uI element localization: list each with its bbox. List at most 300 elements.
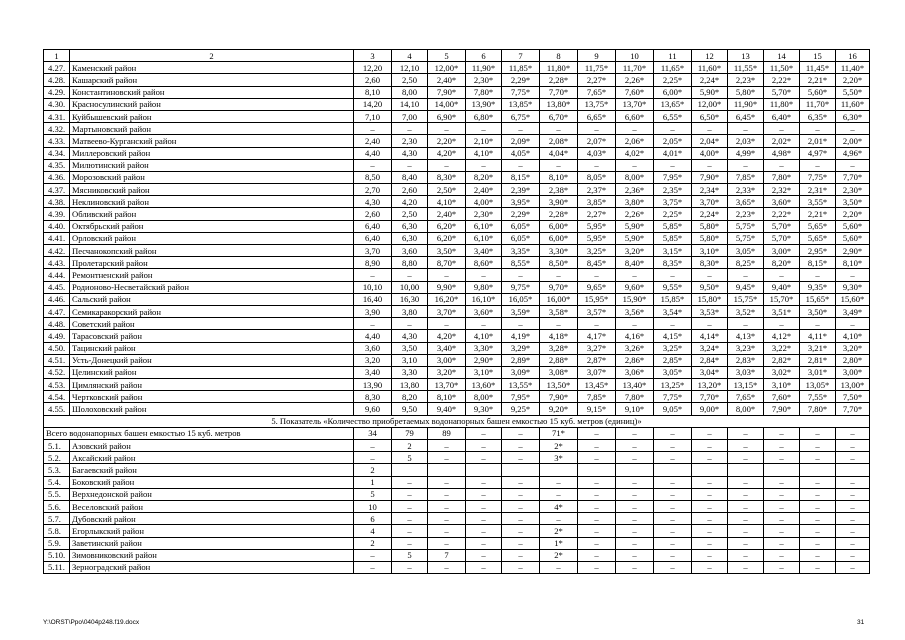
row-number: 4.29. <box>44 86 70 98</box>
value-cell: – <box>728 123 764 135</box>
value-cell: 3,60 <box>392 245 428 257</box>
value-cell: – <box>692 452 728 464</box>
value-cell: – <box>428 159 466 171</box>
value-cell: 2,60 <box>354 208 392 220</box>
row-number: 4.34. <box>44 147 70 159</box>
value-cell: 5,85* <box>654 220 692 232</box>
value-cell: 2,87* <box>578 354 616 366</box>
value-cell: 2,05* <box>654 135 692 147</box>
value-cell: – <box>728 513 764 525</box>
table-row <box>44 305 870 317</box>
value-cell: 3,20* <box>616 245 654 257</box>
value-cell: 9,15* <box>578 403 616 415</box>
value-cell: – <box>428 476 466 488</box>
district-name: Ремонтненский район <box>70 269 354 281</box>
section-heading: 5. Показатель «Количество приобретаемых водонапорных башен емкостью 15 куб. метров (единиц)» <box>44 415 870 427</box>
table-row <box>44 293 870 305</box>
value-cell: 8,80 <box>392 257 428 269</box>
value-cell: – <box>800 513 836 525</box>
value-cell: 11,60* <box>692 62 728 74</box>
value-cell: 8,30* <box>428 171 466 183</box>
value-cell: 16,05* <box>502 293 540 305</box>
value-cell: 2,28* <box>540 208 578 220</box>
table-row <box>44 257 870 269</box>
value-cell: 6,80* <box>466 110 502 122</box>
row-number: 5.2. <box>44 452 70 464</box>
value-cell: 8,20* <box>466 171 502 183</box>
value-cell: – <box>800 476 836 488</box>
value-cell: 3,40* <box>428 342 466 354</box>
value-cell: 2,70 <box>354 184 392 196</box>
value-cell: – <box>764 500 800 512</box>
value-cell: – <box>466 269 502 281</box>
value-cell: 2,03* <box>728 135 764 147</box>
value-cell: 4,97* <box>800 147 836 159</box>
value-cell: 9,60 <box>354 403 392 415</box>
value-cell: 3,23* <box>728 342 764 354</box>
table-row <box>44 269 870 281</box>
district-name: Красносулинский район <box>70 98 354 110</box>
value-cell: 9,55* <box>654 281 692 293</box>
value-cell: 9,20* <box>540 403 578 415</box>
table-row <box>44 62 870 74</box>
district-name: Тацинский район <box>70 342 354 354</box>
value-cell: 7,70* <box>836 171 870 183</box>
value-cell: – <box>836 427 870 439</box>
row-number: 5.5. <box>44 488 70 500</box>
value-cell: – <box>428 561 466 573</box>
value-cell: 2,21* <box>800 74 836 86</box>
value-cell: – <box>728 440 764 452</box>
value-cell: – <box>692 513 728 525</box>
value-cell: – <box>540 513 578 525</box>
value-cell: 10 <box>354 500 392 512</box>
value-cell: 2,00* <box>836 135 870 147</box>
value-cell: – <box>654 549 692 561</box>
value-cell: – <box>578 440 616 452</box>
value-cell: – <box>800 123 836 135</box>
value-cell: – <box>502 123 540 135</box>
row-number: 4.52. <box>44 366 70 378</box>
value-cell: 5,70* <box>764 232 800 244</box>
value-cell: 3,52* <box>728 305 764 317</box>
value-cell: 7 <box>428 549 466 561</box>
value-cell: 6,65* <box>578 110 616 122</box>
header-cell: 14 <box>764 50 800 62</box>
header-cell: 10 <box>616 50 654 62</box>
value-cell: – <box>692 525 728 537</box>
value-cell: – <box>692 318 728 330</box>
value-cell: – <box>692 440 728 452</box>
value-cell: – <box>392 561 428 573</box>
value-cell: 8,10 <box>354 86 392 98</box>
value-cell: – <box>836 159 870 171</box>
value-cell: 4,96* <box>836 147 870 159</box>
value-cell: 2,31* <box>800 184 836 196</box>
value-cell <box>728 464 764 476</box>
value-cell: 6,00* <box>540 232 578 244</box>
value-cell: 4,03* <box>578 147 616 159</box>
value-cell: – <box>836 549 870 561</box>
value-cell: 2,28* <box>540 74 578 86</box>
value-cell: 3,50* <box>428 245 466 257</box>
value-cell: 2,27* <box>578 74 616 86</box>
value-cell: – <box>578 452 616 464</box>
value-cell: 4 <box>354 525 392 537</box>
value-cell: 2,22* <box>764 74 800 86</box>
value-cell: 2,24* <box>692 208 728 220</box>
value-cell: 9,00* <box>692 403 728 415</box>
district-name: Кашарский район <box>70 74 354 86</box>
district-name: Песчанокопский район <box>70 245 354 257</box>
value-cell: 1* <box>540 537 578 549</box>
value-cell: 6,40* <box>764 110 800 122</box>
district-name: Каменский район <box>70 62 354 74</box>
value-cell: 9,05* <box>654 403 692 415</box>
value-cell: 9,90* <box>428 281 466 293</box>
value-cell: 8,10* <box>836 257 870 269</box>
value-cell: 8,25* <box>728 257 764 269</box>
value-cell: 9,45* <box>728 281 764 293</box>
value-cell: 2,06* <box>616 135 654 147</box>
value-cell: 15,80* <box>692 293 728 305</box>
total-row <box>44 427 870 439</box>
value-cell: – <box>616 537 654 549</box>
value-cell: 3,35* <box>502 245 540 257</box>
value-cell: 8,15* <box>800 257 836 269</box>
district-name: Орловский район <box>70 232 354 244</box>
value-cell: 8,40 <box>392 171 428 183</box>
value-cell: 2* <box>540 549 578 561</box>
value-cell: – <box>502 269 540 281</box>
value-cell: 6,05* <box>502 232 540 244</box>
value-cell: 3,07* <box>578 366 616 378</box>
value-cell: – <box>836 440 870 452</box>
value-cell: – <box>836 269 870 281</box>
value-cell: 5 <box>354 488 392 500</box>
value-cell: 2 <box>354 464 392 476</box>
value-cell: 4,20 <box>392 196 428 208</box>
value-cell: 9,65* <box>578 281 616 293</box>
value-cell: – <box>836 561 870 573</box>
value-cell: 15,60* <box>836 293 870 305</box>
value-cell: – <box>466 427 502 439</box>
value-cell: – <box>502 525 540 537</box>
value-cell: – <box>728 159 764 171</box>
value-cell: – <box>764 537 800 549</box>
value-cell: 3,10 <box>392 354 428 366</box>
value-cell: – <box>654 318 692 330</box>
row-number: 4.42. <box>44 245 70 257</box>
value-cell: 8,40* <box>616 257 654 269</box>
value-cell: – <box>800 269 836 281</box>
value-cell: 3,70* <box>428 305 466 317</box>
row-number: 4.28. <box>44 74 70 86</box>
value-cell: – <box>540 123 578 135</box>
value-cell: – <box>616 488 654 500</box>
value-cell: 11,75* <box>578 62 616 74</box>
value-cell <box>578 464 616 476</box>
value-cell: – <box>502 488 540 500</box>
value-cell: 9,35* <box>800 281 836 293</box>
value-cell: – <box>354 549 392 561</box>
value-cell: 8,55* <box>502 257 540 269</box>
value-cell: 2,81* <box>800 354 836 366</box>
value-cell: 3,50* <box>800 305 836 317</box>
value-cell: – <box>836 452 870 464</box>
value-cell: 8,90 <box>354 257 392 269</box>
value-cell: 7,75* <box>654 391 692 403</box>
value-cell: 4,10* <box>466 147 502 159</box>
value-cell: 4,10* <box>836 330 870 342</box>
value-cell: 6,30* <box>836 110 870 122</box>
value-cell: 8,05* <box>578 171 616 183</box>
value-cell: 2,40 <box>354 135 392 147</box>
value-cell: 2,32* <box>764 184 800 196</box>
table-row <box>44 123 870 135</box>
table-row <box>44 196 870 208</box>
header-cell: 9 <box>578 50 616 62</box>
value-cell: 4,19* <box>502 330 540 342</box>
value-cell: – <box>800 452 836 464</box>
district-name: Сальский район <box>70 293 354 305</box>
value-cell: 2,83* <box>728 354 764 366</box>
value-cell: – <box>728 500 764 512</box>
value-cell: 8,00* <box>616 171 654 183</box>
district-name: Зимовниковский район <box>70 549 354 561</box>
value-cell: 2,82* <box>764 354 800 366</box>
district-name: Азовский район <box>70 440 354 452</box>
value-cell: 9,50* <box>692 281 728 293</box>
value-cell: – <box>692 549 728 561</box>
value-cell: 13,05* <box>800 379 836 391</box>
header-row <box>44 50 870 62</box>
value-cell: 8,10* <box>540 171 578 183</box>
value-cell: – <box>354 159 392 171</box>
value-cell: – <box>692 476 728 488</box>
value-cell: 3,01* <box>800 366 836 378</box>
value-cell: – <box>692 159 728 171</box>
value-cell: 2,80* <box>836 354 870 366</box>
value-cell: – <box>654 159 692 171</box>
value-cell: – <box>654 537 692 549</box>
value-cell: 3,00* <box>836 366 870 378</box>
row-number: 4.36. <box>44 171 70 183</box>
value-cell: – <box>428 500 466 512</box>
value-cell: 3,49* <box>836 305 870 317</box>
value-cell: – <box>578 476 616 488</box>
header-cell: 13 <box>728 50 764 62</box>
value-cell: 7,60* <box>764 391 800 403</box>
row-number: 4.39. <box>44 208 70 220</box>
value-cell: 5,60* <box>800 86 836 98</box>
value-cell: 3,26* <box>616 342 654 354</box>
table-row <box>44 86 870 98</box>
district-name: Егорлыкский район <box>70 525 354 537</box>
table-row <box>44 452 870 464</box>
value-cell: 3,29* <box>502 342 540 354</box>
value-cell: 13,75* <box>578 98 616 110</box>
value-cell: 8,10* <box>428 391 466 403</box>
value-cell: – <box>800 525 836 537</box>
row-number: 4.50. <box>44 342 70 354</box>
value-cell: – <box>502 476 540 488</box>
value-cell: – <box>836 318 870 330</box>
table-row <box>44 245 870 257</box>
district-name: Неклиновский район <box>70 196 354 208</box>
value-cell: 2,25* <box>654 208 692 220</box>
value-cell: 5,85* <box>654 232 692 244</box>
value-cell: 7,70* <box>836 403 870 415</box>
row-number: 5.10. <box>44 549 70 561</box>
value-cell: 3,20 <box>354 354 392 366</box>
value-cell: 7,65* <box>728 391 764 403</box>
value-cell: – <box>354 561 392 573</box>
value-cell: 5,60* <box>836 232 870 244</box>
value-cell: 11,90* <box>466 62 502 74</box>
value-cell: 8,00* <box>466 391 502 403</box>
value-cell: 8,30* <box>692 257 728 269</box>
value-cell: 6,10* <box>466 220 502 232</box>
value-cell: 34 <box>354 427 392 439</box>
table-body <box>44 50 870 574</box>
value-cell: 4,98* <box>764 147 800 159</box>
value-cell: 3,95* <box>502 196 540 208</box>
row-number: 4.35. <box>44 159 70 171</box>
value-cell: 4,00* <box>692 147 728 159</box>
value-cell: 2,35* <box>654 184 692 196</box>
value-cell: – <box>502 561 540 573</box>
value-cell: 2,85* <box>654 354 692 366</box>
table-row <box>44 98 870 110</box>
value-cell: 2,21* <box>800 208 836 220</box>
value-cell: 3,10* <box>692 245 728 257</box>
value-cell: 5,75* <box>728 232 764 244</box>
row-number: 4.48. <box>44 318 70 330</box>
value-cell: – <box>616 513 654 525</box>
value-cell: – <box>692 488 728 500</box>
value-cell: 7,90* <box>764 403 800 415</box>
value-cell: 3,70 <box>354 245 392 257</box>
value-cell: 2,30* <box>466 208 502 220</box>
value-cell: 3,25* <box>578 245 616 257</box>
header-cell: 1 <box>44 50 70 62</box>
value-cell: 3,60 <box>354 342 392 354</box>
value-cell: – <box>654 427 692 439</box>
value-cell: 4,14* <box>692 330 728 342</box>
value-cell: 11,70* <box>800 98 836 110</box>
value-cell: 3,10* <box>764 379 800 391</box>
value-cell: 4,20* <box>428 330 466 342</box>
value-cell: – <box>728 476 764 488</box>
value-cell: – <box>800 159 836 171</box>
district-name: Тарасовский район <box>70 330 354 342</box>
value-cell: 5,80* <box>692 232 728 244</box>
value-cell: 2,90* <box>836 245 870 257</box>
value-cell: – <box>466 123 502 135</box>
value-cell: 2,25* <box>654 74 692 86</box>
district-name: Заветинский район <box>70 537 354 549</box>
value-cell: 5,60* <box>836 220 870 232</box>
value-cell: 3,80 <box>392 305 428 317</box>
value-cell: – <box>800 427 836 439</box>
value-cell: 2,86* <box>616 354 654 366</box>
value-cell: 5 <box>392 549 428 561</box>
value-cell: 3,09* <box>502 366 540 378</box>
value-cell: 9,30* <box>836 281 870 293</box>
table-row <box>44 403 870 415</box>
value-cell: 3,57* <box>578 305 616 317</box>
district-name: Мартыновский район <box>70 123 354 135</box>
value-cell: – <box>578 488 616 500</box>
value-cell: 3,53* <box>692 305 728 317</box>
value-cell: 5,90* <box>616 220 654 232</box>
value-cell: 7,95* <box>654 171 692 183</box>
value-cell: 4,17* <box>578 330 616 342</box>
value-cell: 13,85* <box>502 98 540 110</box>
value-cell: 7,70* <box>692 391 728 403</box>
value-cell: – <box>654 452 692 464</box>
value-cell: – <box>616 549 654 561</box>
section-heading-row <box>44 415 870 427</box>
value-cell: 11,80* <box>540 62 578 74</box>
value-cell: 6,50* <box>692 110 728 122</box>
value-cell: 13,15* <box>728 379 764 391</box>
table-row <box>44 110 870 122</box>
value-cell <box>616 464 654 476</box>
value-cell: 3,65* <box>728 196 764 208</box>
value-cell: 2,27* <box>578 208 616 220</box>
table-row <box>44 330 870 342</box>
value-cell: 2,08* <box>540 135 578 147</box>
value-cell: 16,30 <box>392 293 428 305</box>
value-cell: 2,23* <box>728 74 764 86</box>
row-number: 4.43. <box>44 257 70 269</box>
value-cell: 3,15* <box>654 245 692 257</box>
value-cell: 4,15* <box>654 330 692 342</box>
value-cell: – <box>392 318 428 330</box>
value-cell: 13,25* <box>654 379 692 391</box>
value-cell: 3,90 <box>354 305 392 317</box>
value-cell: 9,80* <box>466 281 502 293</box>
value-cell: – <box>578 549 616 561</box>
value-cell: – <box>466 561 502 573</box>
value-cell <box>800 464 836 476</box>
value-cell: – <box>578 513 616 525</box>
value-cell: 2,34* <box>692 184 728 196</box>
value-cell <box>540 464 578 476</box>
value-cell: 6,90* <box>428 110 466 122</box>
value-cell: – <box>428 269 466 281</box>
value-cell: – <box>578 123 616 135</box>
value-cell: 13,20* <box>692 379 728 391</box>
value-cell: 3,10* <box>466 366 502 378</box>
value-cell: – <box>728 525 764 537</box>
table-row <box>44 184 870 196</box>
value-cell: 4,30 <box>354 196 392 208</box>
value-cell: – <box>764 561 800 573</box>
value-cell: 16,10* <box>466 293 502 305</box>
value-cell: – <box>540 476 578 488</box>
value-cell: 16,00* <box>540 293 578 305</box>
value-cell: – <box>692 537 728 549</box>
table-row <box>44 561 870 573</box>
header-cell: 4 <box>392 50 428 62</box>
value-cell: 9,25* <box>502 403 540 415</box>
row-number: 4.46. <box>44 293 70 305</box>
value-cell: 3* <box>540 452 578 464</box>
value-cell: 6,45* <box>728 110 764 122</box>
